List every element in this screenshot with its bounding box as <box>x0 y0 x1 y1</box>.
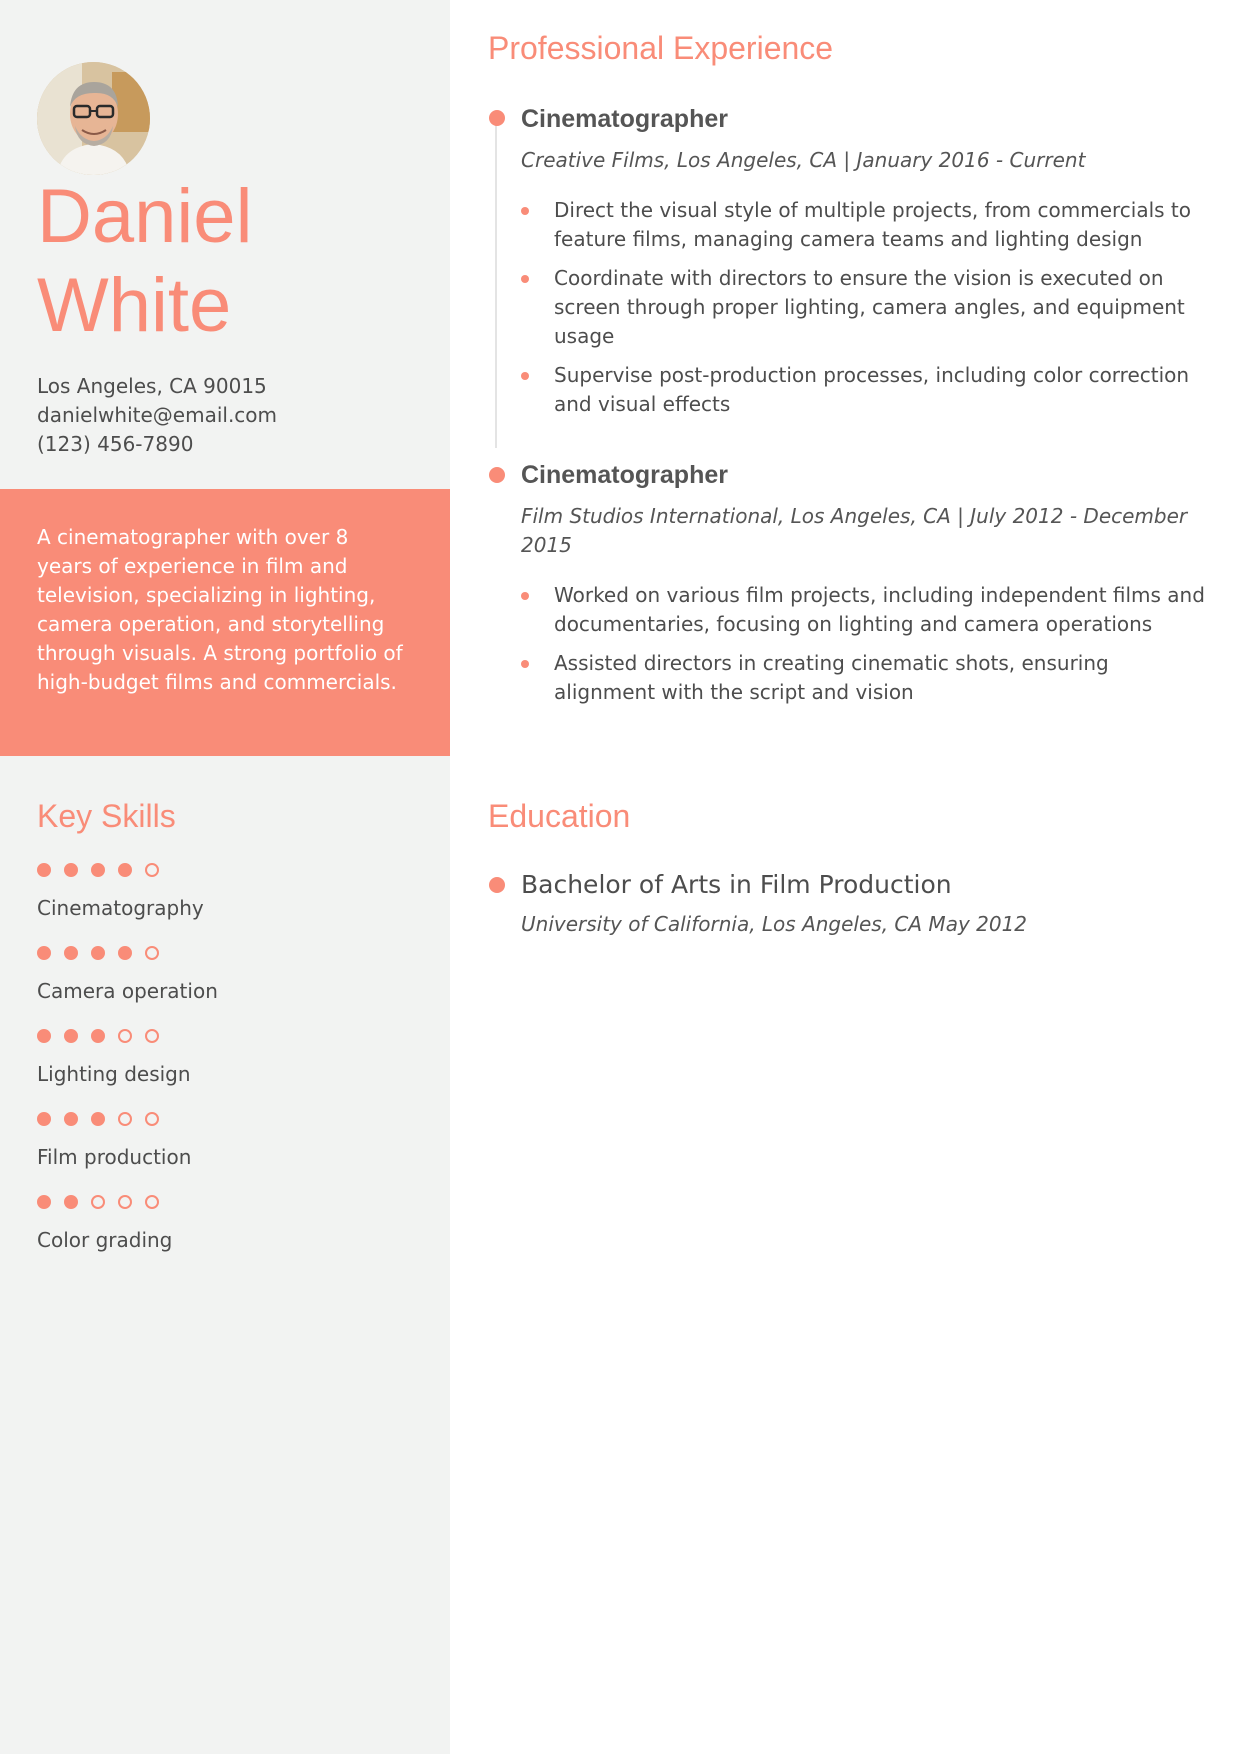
rating-dot-filled-icon <box>37 863 51 877</box>
job-bullets <box>521 581 1211 717</box>
bullet-icon <box>521 592 529 600</box>
job-bullets <box>521 196 1211 429</box>
bullet-icon <box>521 275 529 283</box>
timeline-bullet-icon <box>489 467 505 483</box>
job-bullet-text: Assisted directors in creating cinematic shots, ensuring alignment with the script and vision <box>554 651 1109 704</box>
rating-dot-empty-icon <box>145 1195 159 1209</box>
bullet-icon <box>521 372 529 380</box>
skill-rating <box>37 860 437 880</box>
skill-rating <box>37 1192 437 1212</box>
skill-item <box>37 860 437 943</box>
rating-dot-filled-icon <box>91 1029 105 1043</box>
rating-dot-filled-icon <box>64 1195 78 1209</box>
job-bullet-text: Worked on various film projects, including independent films and documentaries, focusing on lighting and camera operations <box>554 583 1205 636</box>
bullet-icon <box>521 660 529 668</box>
rating-dot-filled-icon <box>37 946 51 960</box>
skill-label: Film production <box>37 1145 192 1169</box>
skill-rating <box>37 1109 437 1129</box>
timeline-line <box>495 118 497 448</box>
summary-block <box>0 489 450 756</box>
job-bullet <box>521 264 1211 351</box>
timeline-bullet-icon <box>489 877 505 893</box>
job-bullet-text: Direct the visual style of multiple projects, from commercials to feature films, managing camera teams and lighting design <box>554 198 1192 251</box>
avatar <box>37 62 150 175</box>
rating-dot-empty-icon <box>118 1112 132 1126</box>
job-bullet <box>521 361 1211 419</box>
rating-dot-filled-icon <box>91 863 105 877</box>
rating-dot-filled-icon <box>118 946 132 960</box>
job-bullet <box>521 649 1211 707</box>
last-name: White <box>37 263 232 348</box>
skill-item <box>37 1192 437 1275</box>
rating-dot-empty-icon <box>118 1195 132 1209</box>
rating-dot-filled-icon <box>91 946 105 960</box>
skill-rating <box>37 943 437 963</box>
first-name: Daniel <box>37 174 253 259</box>
skills-list <box>37 860 437 1275</box>
rating-dot-empty-icon <box>145 946 159 960</box>
job-bullet-text: Supervise post-production processes, including color correction and visual effects <box>554 363 1190 416</box>
rating-dot-filled-icon <box>118 863 132 877</box>
rating-dot-filled-icon <box>37 1029 51 1043</box>
address: Los Angeles, CA 90015 <box>37 374 267 398</box>
job-title: Cinematographer <box>521 461 728 489</box>
education-heading: Education <box>488 798 631 834</box>
skill-item <box>37 1026 437 1109</box>
rating-dot-filled-icon <box>64 1112 78 1126</box>
skill-label: Color grading <box>37 1228 173 1252</box>
summary-text: A cinematographer with over 8 years of experience in film and television, specializing in lighting, camera operation, and storytelling through visuals. A strong portfolio of high-budget films and commercials. <box>37 525 403 694</box>
experience-heading: Professional Experience <box>488 30 834 66</box>
rating-dot-filled-icon <box>64 1029 78 1043</box>
rating-dot-empty-icon <box>145 1029 159 1043</box>
timeline-bullet-icon <box>489 110 505 126</box>
skill-label: Cinematography <box>37 896 204 920</box>
avatar-photo-icon <box>37 62 150 175</box>
rating-dot-filled-icon <box>37 1195 51 1209</box>
bullet-icon <box>521 207 529 215</box>
candidate-name <box>37 172 437 350</box>
rating-dot-filled-icon <box>37 1112 51 1126</box>
job-title: Cinematographer <box>521 105 728 133</box>
skill-label: Camera operation <box>37 979 218 1003</box>
email[interactable]: danielwhite@email.com <box>37 403 278 427</box>
phone[interactable]: (123) 456-7890 <box>37 432 194 456</box>
rating-dot-empty-icon <box>145 1112 159 1126</box>
degree-meta: University of California, Los Angeles, CA May 2012 <box>521 912 1028 936</box>
job-bullet <box>521 196 1211 254</box>
skill-item <box>37 1109 437 1192</box>
rating-dot-filled-icon <box>91 1112 105 1126</box>
rating-dot-filled-icon <box>64 863 78 877</box>
rating-dot-empty-icon <box>91 1195 105 1209</box>
rating-dot-empty-icon <box>118 1029 132 1043</box>
degree-title: Bachelor of Arts in Film Production <box>521 870 952 899</box>
job-meta: Film Studios International, Los Angeles, CA | July 2012 - December 2015 <box>521 504 1188 557</box>
job-bullet-text: Coordinate with directors to ensure the vision is executed on screen through proper lighting, camera angles, and equipment usage <box>554 266 1185 348</box>
contact-info <box>37 372 437 459</box>
skills-heading: Key Skills <box>37 798 176 834</box>
skill-rating <box>37 1026 437 1046</box>
sidebar <box>0 0 450 1754</box>
rating-dot-filled-icon <box>64 946 78 960</box>
skill-item <box>37 943 437 1026</box>
skill-label: Lighting design <box>37 1062 191 1086</box>
job-bullet <box>521 581 1211 639</box>
rating-dot-empty-icon <box>145 863 159 877</box>
job-meta: Creative Films, Los Angeles, CA | January 2016 - Current <box>521 148 1086 172</box>
